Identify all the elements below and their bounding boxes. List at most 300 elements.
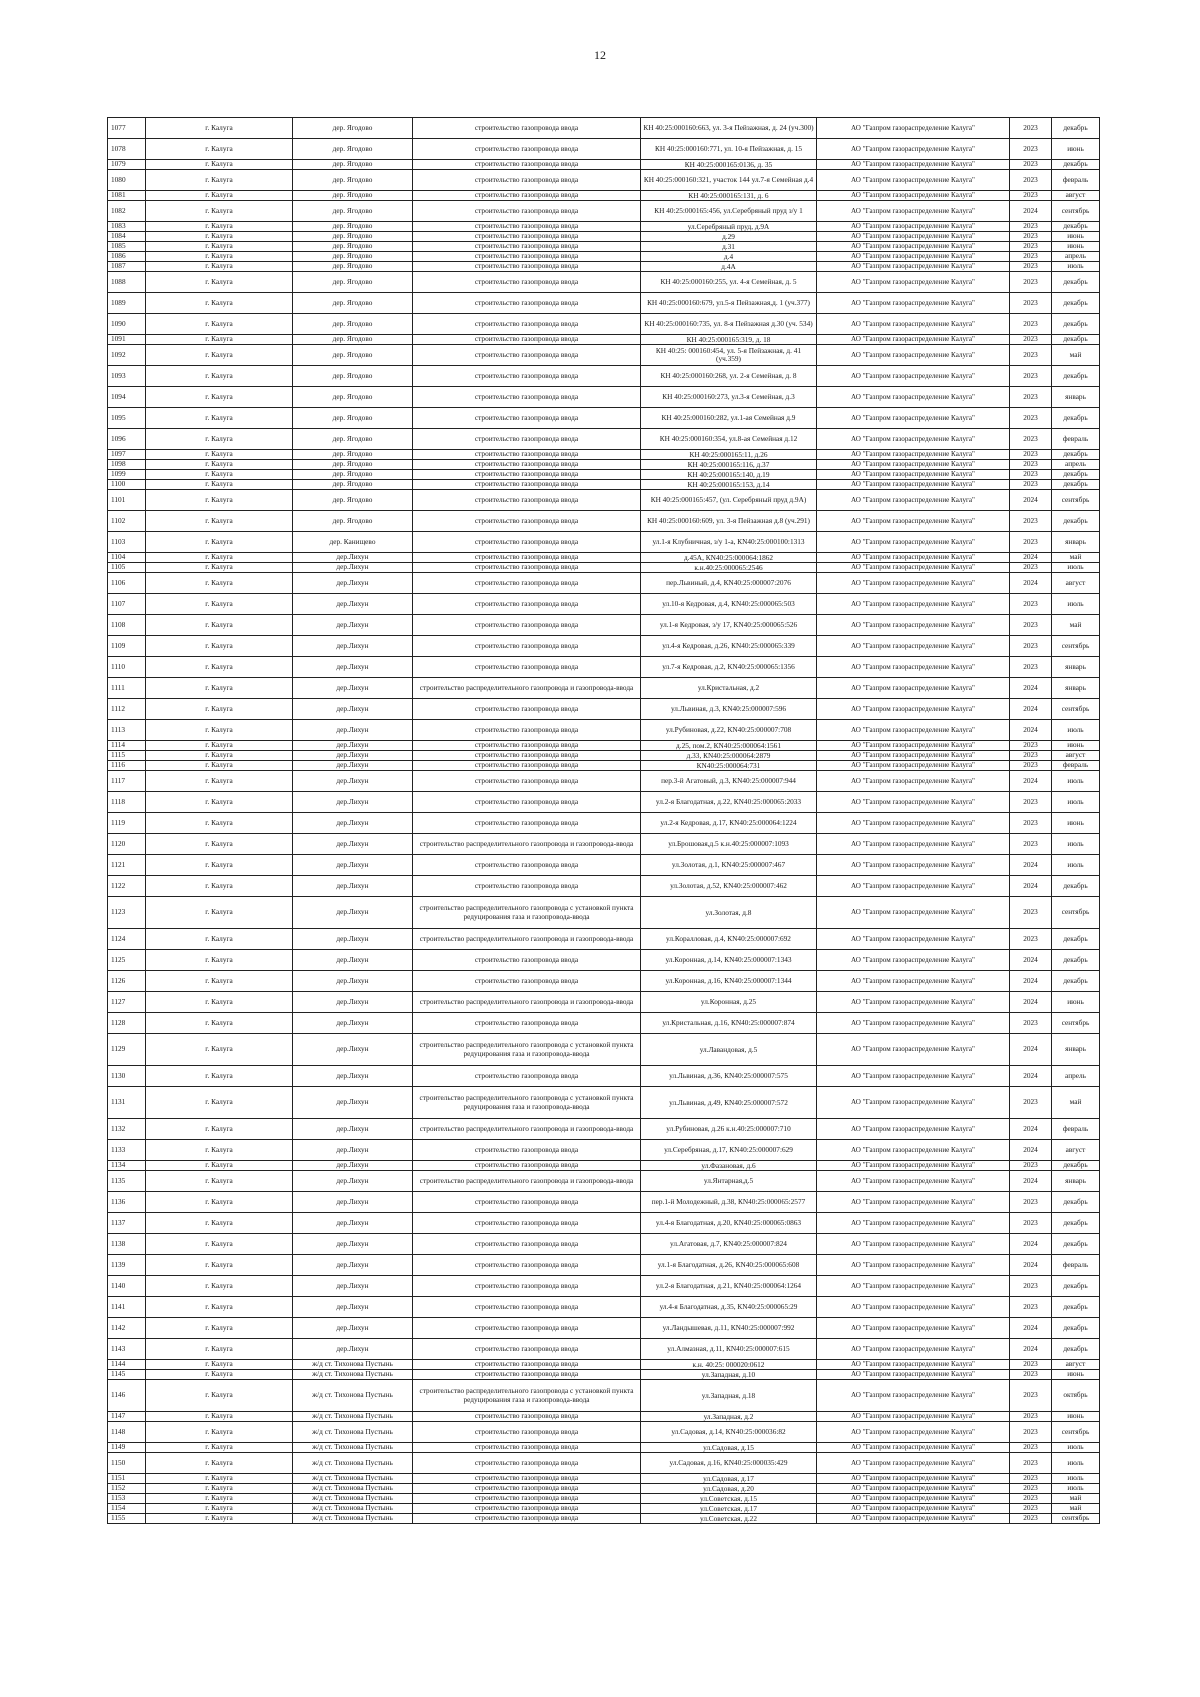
- work-type-cell: строительство газопровода ввода: [413, 1255, 641, 1276]
- organization-cell: АО "Газпром газораспределение Калуга": [817, 792, 1010, 813]
- organization-cell: АО "Газпром газораспределение Калуга": [817, 272, 1010, 293]
- organization-cell: АО "Газпром газораспределение Калуга": [817, 480, 1010, 490]
- year-cell: 2024: [1010, 1140, 1052, 1161]
- table-row: [108, 345, 1100, 366]
- work-type-cell: строительство газопровода ввода: [413, 511, 641, 532]
- row-number-cell: 1090: [108, 314, 146, 335]
- row-number-cell: 1079: [108, 160, 146, 170]
- organization-cell: АО "Газпром газораспределение Калуга": [817, 1443, 1010, 1453]
- work-type-cell: строительство газопровода ввода: [413, 855, 641, 876]
- table-row: [108, 480, 1100, 490]
- city-cell: г. Калуга: [146, 594, 293, 615]
- row-number-cell: 1087: [108, 262, 146, 272]
- work-type-cell: строительство газопровода ввода: [413, 876, 641, 897]
- year-cell: 2023: [1010, 170, 1052, 191]
- city-cell: г. Калуга: [146, 751, 293, 761]
- city-cell: г. Калуга: [146, 1453, 293, 1474]
- year-cell: 2023: [1010, 1297, 1052, 1318]
- row-number-cell: 1083: [108, 222, 146, 232]
- month-cell: август: [1052, 1140, 1100, 1161]
- table-row: [108, 191, 1100, 201]
- work-type-cell: строительство распределительного газопровода и газопровода-ввода: [413, 1171, 641, 1192]
- month-cell: декабрь: [1052, 470, 1100, 480]
- work-type-cell: строительство газопровода ввода: [413, 345, 641, 366]
- locality-cell: ж/д ст. Тихонова Пустынь: [293, 1412, 413, 1422]
- city-cell: г. Калуга: [146, 1514, 293, 1524]
- month-cell: июнь: [1052, 139, 1100, 160]
- organization-cell: АО "Газпром газораспределение Калуга": [817, 751, 1010, 761]
- locality-cell: дер.Лихун: [293, 573, 413, 594]
- city-cell: г. Калуга: [146, 450, 293, 460]
- year-cell: 2023: [1010, 636, 1052, 657]
- table-row: [108, 1422, 1100, 1443]
- work-type-cell: строительство газопровода ввода: [413, 366, 641, 387]
- month-cell: февраль: [1052, 1119, 1100, 1140]
- month-cell: декабрь: [1052, 1161, 1100, 1171]
- row-number-cell: 1154: [108, 1504, 146, 1514]
- city-cell: г. Калуга: [146, 992, 293, 1013]
- locality-cell: дер. Ягодово: [293, 160, 413, 170]
- city-cell: г. Калуга: [146, 1380, 293, 1412]
- month-cell: май: [1052, 1087, 1100, 1119]
- month-cell: февраль: [1052, 170, 1100, 191]
- address-cell: КН 40:25:000160:735, ул. 8-я Пейзажная д.30 (уч. 534): [641, 314, 817, 335]
- address-cell: ул.Западная, д.18: [641, 1380, 817, 1412]
- work-type-cell: строительство газопровода ввода: [413, 1234, 641, 1255]
- organization-cell: АО "Газпром газораспределение Калуга": [817, 855, 1010, 876]
- row-number-cell: 1142: [108, 1318, 146, 1339]
- year-cell: 2023: [1010, 929, 1052, 950]
- organization-cell: АО "Газпром газораспределение Калуга": [817, 293, 1010, 314]
- month-cell: июль: [1052, 262, 1100, 272]
- table-row: [108, 1255, 1100, 1276]
- work-type-cell: строительство газопровода ввода: [413, 1504, 641, 1514]
- address-cell: к.н. 40:25: 000020:0612: [641, 1360, 817, 1370]
- table-row: [108, 1494, 1100, 1504]
- year-cell: 2023: [1010, 222, 1052, 232]
- work-type-cell: строительство газопровода ввода: [413, 699, 641, 720]
- table-row: [108, 470, 1100, 480]
- work-type-cell: строительство газопровода ввода: [413, 950, 641, 971]
- work-type-cell: строительство газопровода ввода: [413, 1192, 641, 1213]
- city-cell: г. Калуга: [146, 460, 293, 470]
- row-number-cell: 1123: [108, 897, 146, 929]
- work-type-cell: строительство газопровода ввода: [413, 314, 641, 335]
- work-type-cell: строительство газопровода ввода: [413, 636, 641, 657]
- year-cell: 2023: [1010, 470, 1052, 480]
- month-cell: декабрь: [1052, 408, 1100, 429]
- locality-cell: ж/д ст. Тихонова Пустынь: [293, 1380, 413, 1412]
- address-cell: КН 40:25:000165:140, д.19: [641, 470, 817, 480]
- month-cell: апрель: [1052, 252, 1100, 262]
- address-cell: КН 40:25:000165:153, д.14: [641, 480, 817, 490]
- year-cell: 2023: [1010, 1380, 1052, 1412]
- table-row: [108, 1380, 1100, 1412]
- row-number-cell: 1096: [108, 429, 146, 450]
- month-cell: декабрь: [1052, 1234, 1100, 1255]
- month-cell: июль: [1052, 720, 1100, 741]
- locality-cell: дер.Лихун: [293, 1119, 413, 1140]
- address-cell: ул.Золотая, д.8: [641, 897, 817, 929]
- organization-cell: АО "Газпром газораспределение Калуга": [817, 1370, 1010, 1380]
- table-row: [108, 232, 1100, 242]
- month-cell: август: [1052, 751, 1100, 761]
- year-cell: 2023: [1010, 314, 1052, 335]
- row-number-cell: 1109: [108, 636, 146, 657]
- row-number-cell: 1151: [108, 1474, 146, 1484]
- city-cell: г. Калуга: [146, 191, 293, 201]
- work-type-cell: строительство газопровода ввода: [413, 1514, 641, 1524]
- address-cell: КН 40:25:000160:268, ул. 2-я Семейная, д. 8: [641, 366, 817, 387]
- city-cell: г. Калуга: [146, 615, 293, 636]
- address-cell: ул.Львиная, д.3, КN40:25:000007:596: [641, 699, 817, 720]
- city-cell: г. Калуга: [146, 262, 293, 272]
- city-cell: г. Калуга: [146, 1161, 293, 1171]
- table-row: [108, 1339, 1100, 1360]
- month-cell: декабрь: [1052, 1192, 1100, 1213]
- organization-cell: АО "Газпром газораспределение Калуга": [817, 594, 1010, 615]
- year-cell: 2023: [1010, 1484, 1052, 1494]
- row-number-cell: 1125: [108, 950, 146, 971]
- row-number-cell: 1141: [108, 1297, 146, 1318]
- table-row: [108, 242, 1100, 252]
- year-cell: 2023: [1010, 751, 1052, 761]
- locality-cell: дер. Ягодово: [293, 201, 413, 222]
- work-type-cell: строительство газопровода ввода: [413, 657, 641, 678]
- work-type-cell: строительство распределительного газопровода с установкой пункта редуцирования газа и газопровода-ввода: [413, 897, 641, 929]
- year-cell: 2024: [1010, 1119, 1052, 1140]
- organization-cell: АО "Газпром газораспределение Калуга": [817, 470, 1010, 480]
- organization-cell: АО "Газпром газораспределение Калуга": [817, 1339, 1010, 1360]
- row-number-cell: 1080: [108, 170, 146, 191]
- locality-cell: дер. Ягодово: [293, 460, 413, 470]
- year-cell: 2023: [1010, 191, 1052, 201]
- city-cell: г. Калуга: [146, 1255, 293, 1276]
- address-cell: КН 40:25:000160:609, ул. 3-я Пейзажная д.8 (уч.291): [641, 511, 817, 532]
- organization-cell: АО "Газпром газораспределение Калуга": [817, 615, 1010, 636]
- table-row: [108, 792, 1100, 813]
- table-row: [108, 971, 1100, 992]
- work-type-cell: строительство распределительного газопровода и газопровода-ввода: [413, 834, 641, 855]
- table-row: [108, 511, 1100, 532]
- month-cell: декабрь: [1052, 314, 1100, 335]
- city-cell: г. Калуга: [146, 170, 293, 191]
- locality-cell: дер.Лихун: [293, 897, 413, 929]
- work-type-cell: строительство распределительного газопровода и газопровода-ввода: [413, 1119, 641, 1140]
- row-number-cell: 1114: [108, 741, 146, 751]
- work-type-cell: строительство газопровода ввода: [413, 1453, 641, 1474]
- address-cell: КН 40:25:000165:456, ул.Серебряный пруд з/у 1: [641, 201, 817, 222]
- table-row: [108, 408, 1100, 429]
- address-cell: ул.Коронная, д.14, КN40:25:000007:1343: [641, 950, 817, 971]
- city-cell: г. Калуга: [146, 511, 293, 532]
- locality-cell: дер.Лихун: [293, 1192, 413, 1213]
- month-cell: февраль: [1052, 761, 1100, 771]
- organization-cell: АО "Газпром газораспределение Калуга": [817, 201, 1010, 222]
- row-number-cell: 1091: [108, 335, 146, 345]
- city-cell: г. Калуга: [146, 897, 293, 929]
- locality-cell: дер. Ягодово: [293, 272, 413, 293]
- table-row: [108, 1297, 1100, 1318]
- city-cell: г. Калуга: [146, 387, 293, 408]
- address-cell: ул.1-я Клубничная, з/у 1-а, КN40:25:000100:1313: [641, 532, 817, 553]
- work-type-cell: строительство газопровода ввода: [413, 1360, 641, 1370]
- organization-cell: АО "Газпром газораспределение Калуга": [817, 929, 1010, 950]
- address-cell: к.н.40:25:000065:2546: [641, 563, 817, 573]
- row-number-cell: 1086: [108, 252, 146, 262]
- row-number-cell: 1146: [108, 1380, 146, 1412]
- locality-cell: ж/д ст. Тихонова Пустынь: [293, 1484, 413, 1494]
- row-number-cell: 1144: [108, 1360, 146, 1370]
- row-number-cell: 1152: [108, 1484, 146, 1494]
- city-cell: г. Калуга: [146, 1013, 293, 1034]
- month-cell: июль: [1052, 855, 1100, 876]
- work-type-cell: строительство газопровода ввода: [413, 573, 641, 594]
- row-number-cell: 1126: [108, 971, 146, 992]
- locality-cell: дер. Ягодово: [293, 387, 413, 408]
- work-type-cell: строительство газопровода ввода: [413, 335, 641, 345]
- row-number-cell: 1097: [108, 450, 146, 460]
- month-cell: май: [1052, 553, 1100, 563]
- locality-cell: дер.Лихун: [293, 720, 413, 741]
- address-cell: ул.Золотая, д.1, КN40:25:000007:467: [641, 855, 817, 876]
- organization-cell: АО "Газпром газораспределение Калуга": [817, 118, 1010, 139]
- city-cell: г. Калуга: [146, 1422, 293, 1443]
- row-number-cell: 1155: [108, 1514, 146, 1524]
- address-cell: д.4: [641, 252, 817, 262]
- table-row: [108, 876, 1100, 897]
- locality-cell: дер.Лихун: [293, 971, 413, 992]
- city-cell: г. Калуга: [146, 771, 293, 792]
- city-cell: г. Калуга: [146, 201, 293, 222]
- work-type-cell: строительство газопровода ввода: [413, 191, 641, 201]
- month-cell: январь: [1052, 1034, 1100, 1066]
- organization-cell: АО "Газпром газораспределение Калуга": [817, 720, 1010, 741]
- month-cell: декабрь: [1052, 1339, 1100, 1360]
- city-cell: г. Калуга: [146, 1034, 293, 1066]
- organization-cell: АО "Газпром газораспределение Калуга": [817, 262, 1010, 272]
- year-cell: 2023: [1010, 1013, 1052, 1034]
- table-row: [108, 553, 1100, 563]
- table-row: [108, 1192, 1100, 1213]
- city-cell: г. Калуга: [146, 1318, 293, 1339]
- year-cell: 2023: [1010, 429, 1052, 450]
- city-cell: г. Калуга: [146, 876, 293, 897]
- year-cell: 2024: [1010, 699, 1052, 720]
- table-row: [108, 262, 1100, 272]
- month-cell: сентябрь: [1052, 490, 1100, 511]
- address-cell: КН 40:25:000165:457, (ул. Серебряный пруд д.9А): [641, 490, 817, 511]
- row-number-cell: 1133: [108, 1140, 146, 1161]
- year-cell: 2023: [1010, 1087, 1052, 1119]
- organization-cell: АО "Газпром газораспределение Калуга": [817, 1034, 1010, 1066]
- locality-cell: дер. Ягодово: [293, 490, 413, 511]
- organization-cell: АО "Газпром газораспределение Калуга": [817, 1474, 1010, 1484]
- month-cell: июль: [1052, 792, 1100, 813]
- city-cell: г. Калуга: [146, 1171, 293, 1192]
- locality-cell: ж/д ст. Тихонова Пустынь: [293, 1504, 413, 1514]
- city-cell: г. Калуга: [146, 761, 293, 771]
- row-number-cell: 1130: [108, 1066, 146, 1087]
- work-type-cell: строительство газопровода ввода: [413, 408, 641, 429]
- locality-cell: дер.Лихун: [293, 594, 413, 615]
- row-number-cell: 1131: [108, 1087, 146, 1119]
- work-type-cell: строительство распределительного газопровода с установкой пункта редуцирования газа и газопровода-ввода: [413, 1380, 641, 1412]
- row-number-cell: 1095: [108, 408, 146, 429]
- city-cell: г. Калуга: [146, 855, 293, 876]
- month-cell: декабрь: [1052, 118, 1100, 139]
- city-cell: г. Калуга: [146, 293, 293, 314]
- address-cell: ул.Серебряная, д.17, КN40:25:000007:629: [641, 1140, 817, 1161]
- year-cell: 2023: [1010, 511, 1052, 532]
- organization-cell: АО "Газпром газораспределение Калуга": [817, 1255, 1010, 1276]
- row-number-cell: 1102: [108, 511, 146, 532]
- work-type-cell: строительство газопровода ввода: [413, 170, 641, 191]
- locality-cell: дер. Ягодово: [293, 345, 413, 366]
- work-type-cell: строительство газопровода ввода: [413, 242, 641, 252]
- year-cell: 2023: [1010, 657, 1052, 678]
- year-cell: 2024: [1010, 490, 1052, 511]
- year-cell: 2023: [1010, 1453, 1052, 1474]
- locality-cell: дер. Ягодово: [293, 139, 413, 160]
- organization-cell: АО "Газпром газораспределение Калуга": [817, 232, 1010, 242]
- row-number-cell: 1107: [108, 594, 146, 615]
- month-cell: июнь: [1052, 813, 1100, 834]
- month-cell: декабрь: [1052, 480, 1100, 490]
- city-cell: г. Калуга: [146, 834, 293, 855]
- work-type-cell: строительство газопровода ввода: [413, 1276, 641, 1297]
- work-type-cell: строительство газопровода ввода: [413, 293, 641, 314]
- address-cell: КН 40:25:000165:0136, д. 35: [641, 160, 817, 170]
- row-number-cell: 1105: [108, 563, 146, 573]
- locality-cell: дер.Лихун: [293, 1213, 413, 1234]
- row-number-cell: 1118: [108, 792, 146, 813]
- locality-cell: дер.Лихун: [293, 950, 413, 971]
- month-cell: август: [1052, 1360, 1100, 1370]
- month-cell: декабрь: [1052, 293, 1100, 314]
- work-type-cell: строительство газопровода ввода: [413, 594, 641, 615]
- row-number-cell: 1150: [108, 1453, 146, 1474]
- month-cell: декабрь: [1052, 511, 1100, 532]
- work-type-cell: строительство газопровода ввода: [413, 1494, 641, 1504]
- organization-cell: АО "Газпром газораспределение Калуга": [817, 490, 1010, 511]
- organization-cell: АО "Газпром газораспределение Калуга": [817, 1360, 1010, 1370]
- work-type-cell: строительство газопровода ввода: [413, 1013, 641, 1034]
- month-cell: июнь: [1052, 1370, 1100, 1380]
- organization-cell: АО "Газпром газораспределение Калуга": [817, 366, 1010, 387]
- city-cell: г. Калуга: [146, 741, 293, 751]
- locality-cell: дер.Лихун: [293, 678, 413, 699]
- table-row: [108, 615, 1100, 636]
- month-cell: июнь: [1052, 1412, 1100, 1422]
- row-number-cell: 1138: [108, 1234, 146, 1255]
- organization-cell: АО "Газпром газораспределение Калуга": [817, 950, 1010, 971]
- city-cell: г. Калуга: [146, 408, 293, 429]
- year-cell: 2023: [1010, 450, 1052, 460]
- row-number-cell: 1085: [108, 242, 146, 252]
- address-cell: ул.Садовая, д.14, КN40:25:000036:82: [641, 1422, 817, 1443]
- city-cell: г. Калуга: [146, 490, 293, 511]
- city-cell: г. Калуга: [146, 366, 293, 387]
- organization-cell: АО "Газпром газораспределение Калуга": [817, 678, 1010, 699]
- city-cell: г. Калуга: [146, 139, 293, 160]
- year-cell: 2023: [1010, 792, 1052, 813]
- address-cell: КН 40:25:000160:354, ул.8-ая Семейная д.12: [641, 429, 817, 450]
- address-cell: ул.1-я Кедровая, з/у 17, КN40:25:000065:526: [641, 615, 817, 636]
- locality-cell: ж/д ст. Тихонова Пустынь: [293, 1443, 413, 1453]
- city-cell: г. Калуга: [146, 532, 293, 553]
- row-number-cell: 1140: [108, 1276, 146, 1297]
- year-cell: 2023: [1010, 563, 1052, 573]
- month-cell: январь: [1052, 532, 1100, 553]
- organization-cell: АО "Газпром газораспределение Калуга": [817, 897, 1010, 929]
- month-cell: декабрь: [1052, 1297, 1100, 1318]
- address-cell: ул.Советская, д.22: [641, 1514, 817, 1524]
- address-cell: пер.1-й Молодежный, д.38, КN40:25:000065:2577: [641, 1192, 817, 1213]
- address-cell: КН 40:25:000160:273, ул.3-я Семейная, д.3: [641, 387, 817, 408]
- address-cell: ул.10-я Кедровая, д.4, КN40:25:000065:503: [641, 594, 817, 615]
- locality-cell: дер. Ягодово: [293, 262, 413, 272]
- address-cell: КN40:25:000064:731: [641, 761, 817, 771]
- organization-cell: АО "Газпром газораспределение Калуга": [817, 1412, 1010, 1422]
- organization-cell: АО "Газпром газораспределение Калуга": [817, 160, 1010, 170]
- table-row: [108, 1370, 1100, 1380]
- address-cell: д.4А: [641, 262, 817, 272]
- row-number-cell: 1137: [108, 1213, 146, 1234]
- table-row: [108, 1484, 1100, 1494]
- address-cell: ул.Серебряный пруд, д.9А: [641, 222, 817, 232]
- row-number-cell: 1119: [108, 813, 146, 834]
- month-cell: сентябрь: [1052, 636, 1100, 657]
- year-cell: 2023: [1010, 345, 1052, 366]
- row-number-cell: 1134: [108, 1161, 146, 1171]
- organization-cell: АО "Газпром газораспределение Калуга": [817, 1504, 1010, 1514]
- work-type-cell: строительство газопровода ввода: [413, 1339, 641, 1360]
- address-cell: ул.7-я Кедровая, д.2, КN40:25:000065:1356: [641, 657, 817, 678]
- organization-cell: АО "Газпром газораспределение Калуга": [817, 242, 1010, 252]
- organization-cell: АО "Газпром газораспределение Калуга": [817, 191, 1010, 201]
- year-cell: 2023: [1010, 1370, 1052, 1380]
- organization-cell: АО "Газпром газораспределение Калуга": [817, 1161, 1010, 1171]
- work-type-cell: строительство газопровода ввода: [413, 201, 641, 222]
- locality-cell: дер. Ягодово: [293, 450, 413, 460]
- table-row: [108, 1013, 1100, 1034]
- year-cell: 2023: [1010, 813, 1052, 834]
- year-cell: 2024: [1010, 1034, 1052, 1066]
- locality-cell: дер. Ягодово: [293, 314, 413, 335]
- work-type-cell: строительство газопровода ввода: [413, 470, 641, 480]
- city-cell: г. Калуга: [146, 232, 293, 242]
- month-cell: август: [1052, 573, 1100, 594]
- locality-cell: ж/д ст. Тихонова Пустынь: [293, 1370, 413, 1380]
- year-cell: 2024: [1010, 771, 1052, 792]
- locality-cell: дер. Ягодово: [293, 170, 413, 191]
- month-cell: декабрь: [1052, 971, 1100, 992]
- organization-cell: АО "Газпром газораспределение Калуга": [817, 699, 1010, 720]
- table-row: [108, 720, 1100, 741]
- table-row: [108, 170, 1100, 191]
- locality-cell: дер. Ягодово: [293, 118, 413, 139]
- organization-cell: АО "Газпром газораспределение Калуга": [817, 1087, 1010, 1119]
- table-row: [108, 573, 1100, 594]
- city-cell: г. Калуга: [146, 971, 293, 992]
- work-type-cell: строительство распределительного газопровода и газопровода-ввода: [413, 929, 641, 950]
- table-row: [108, 897, 1100, 929]
- table-row: [108, 139, 1100, 160]
- organization-cell: АО "Газпром газораспределение Калуга": [817, 1484, 1010, 1494]
- row-number-cell: 1110: [108, 657, 146, 678]
- locality-cell: дер. Ягодово: [293, 366, 413, 387]
